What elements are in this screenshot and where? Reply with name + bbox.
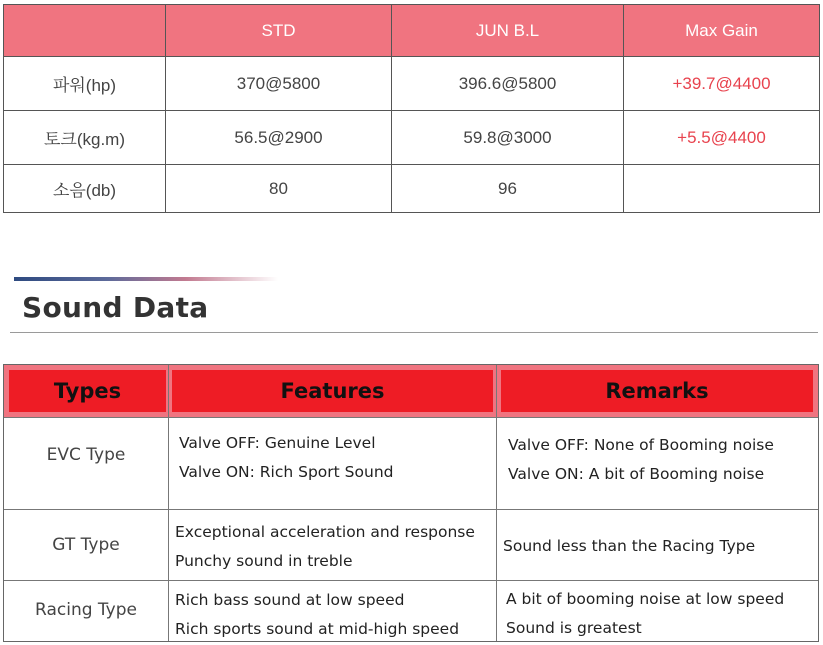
column-divider — [168, 365, 169, 641]
performance-header-max-gain: Max Gain — [624, 5, 820, 57]
power-gain: +39.7@4400 — [624, 57, 820, 111]
performance-header-row — [4, 5, 820, 57]
feature-line: Rich bass sound at low speed — [175, 591, 405, 609]
row-divider — [4, 417, 818, 418]
row-divider — [4, 580, 818, 581]
row-label-power: 파워(hp) — [4, 57, 166, 111]
noise-std: 80 — [166, 165, 392, 213]
performance-header-jun: JUN B.L — [392, 5, 624, 57]
row-label-torque: 토크(kg.m) — [4, 111, 166, 165]
remark-line: Sound less than the Racing Type — [503, 537, 756, 555]
feature-line: Rich sports sound at mid-high speed — [175, 620, 460, 638]
section-accent-bar — [14, 277, 278, 281]
torque-gain: +5.5@4400 — [624, 111, 820, 165]
remarks-gt — [503, 532, 755, 561]
features-gt — [175, 518, 475, 576]
power-std: 370@5800 — [166, 57, 392, 111]
torque-jun: 59.8@3000 — [392, 111, 624, 165]
features-evc — [179, 429, 393, 487]
sound-header-types: Types — [9, 370, 166, 412]
row-label-noise: 소음(db) — [4, 165, 166, 213]
remark-line: Valve OFF: None of Booming noise — [508, 436, 774, 454]
remark-line: Valve ON: A bit of Booming noise — [508, 465, 765, 483]
feature-line: Punchy sound in treble — [175, 552, 353, 570]
row-divider — [4, 509, 818, 510]
type-evc: EVC Type — [46, 445, 126, 465]
feature-line: Valve ON: Rich Sport Sound — [179, 463, 394, 481]
table-row — [4, 165, 820, 213]
type-racing: Racing Type — [35, 600, 137, 620]
feature-line: Valve OFF: Genuine Level — [179, 434, 376, 452]
performance-header-std: STD — [166, 5, 392, 57]
noise-gain — [624, 165, 820, 213]
sound-data-table — [3, 364, 819, 642]
type-gt: GT Type — [52, 535, 120, 555]
torque-std: 56.5@2900 — [166, 111, 392, 165]
performance-header-empty — [4, 5, 166, 57]
feature-line: Exceptional acceleration and response — [175, 523, 475, 541]
remarks-evc — [508, 431, 774, 489]
remark-line: Sound is greatest — [506, 619, 642, 637]
remarks-racing — [506, 585, 784, 643]
power-jun: 396.6@5800 — [392, 57, 624, 111]
performance-table — [3, 4, 820, 213]
column-divider — [496, 365, 497, 641]
section-title: Sound Data — [22, 291, 209, 324]
features-racing — [175, 586, 459, 644]
noise-jun: 96 — [392, 165, 624, 213]
sound-header-remarks: Remarks — [501, 370, 813, 412]
section-divider — [10, 332, 818, 333]
remark-line: A bit of booming noise at low speed — [506, 590, 785, 608]
sound-header-features: Features — [172, 370, 493, 412]
table-row — [4, 111, 820, 165]
table-row — [4, 57, 820, 111]
